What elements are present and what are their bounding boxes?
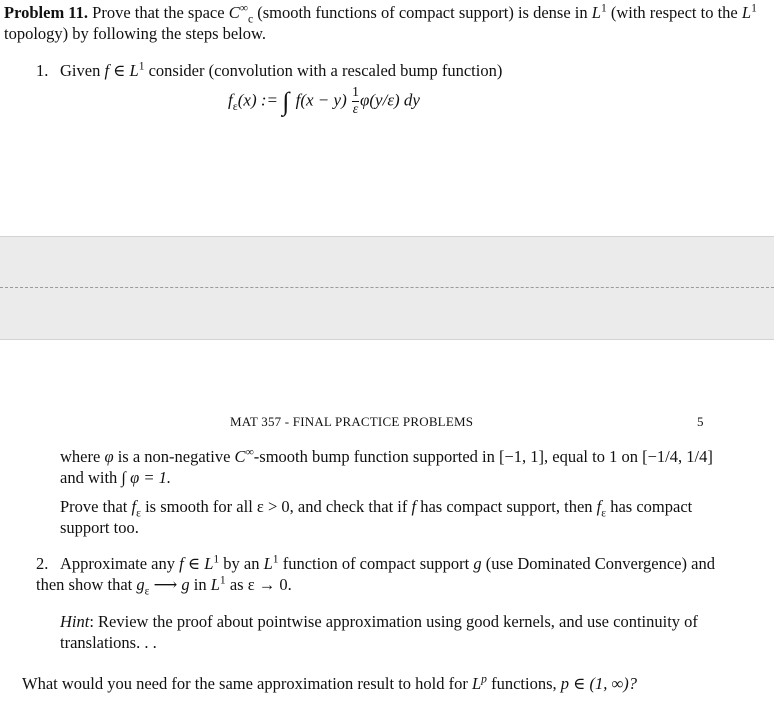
text: What would you need for the same approximation result to hold for xyxy=(22,674,472,693)
math-symbol: L xyxy=(263,554,273,573)
text: has compact support, then xyxy=(416,497,597,516)
math-symbol: L xyxy=(471,674,482,693)
problem-text: (with respect to the xyxy=(606,3,742,22)
problem-label: Problem 11. xyxy=(4,3,89,22)
paragraph-prove xyxy=(60,496,720,538)
math-sup: 1 xyxy=(138,60,145,73)
math-symbol: g xyxy=(181,575,190,594)
math-sup: 1 xyxy=(219,574,226,587)
fraction-denominator: ε xyxy=(352,102,359,117)
text: by an xyxy=(219,554,264,573)
math-sub: ε xyxy=(232,98,238,113)
text: has compact support too. xyxy=(60,497,693,537)
math-sup: p xyxy=(481,673,487,686)
list-item-2 xyxy=(36,553,716,598)
item-text: consider (convolution with a rescaled bump function) xyxy=(144,61,503,80)
math-symbol: C xyxy=(234,447,246,466)
math-expression: f ∈ L xyxy=(179,554,214,573)
math-sub: ε xyxy=(601,507,607,520)
text: as ε → 0. xyxy=(225,575,292,594)
math-expression: f(x − y) xyxy=(295,90,347,110)
hint-paragraph xyxy=(60,611,720,653)
paragraph-where xyxy=(60,446,720,488)
math-expression: φ(y/ε) dy xyxy=(359,90,420,110)
text: -smooth bump function supported in [−1, 1], equal to 1 on [−1/4, 1/4] and with xyxy=(60,447,713,487)
page-break-line xyxy=(0,287,774,288)
problem-text: Prove that the space xyxy=(92,3,229,22)
hint-label: Hint xyxy=(60,612,90,631)
math-sub: c xyxy=(247,13,254,26)
item-text: Given xyxy=(60,61,105,80)
text: Prove that xyxy=(60,497,132,516)
problem-statement xyxy=(4,2,770,44)
math-symbol: φ xyxy=(104,447,114,466)
fraction-numerator: 1 xyxy=(351,85,359,100)
math-expression: f ∈ L xyxy=(104,61,139,80)
item-number: 2. xyxy=(36,554,49,573)
math-symbol: f xyxy=(228,90,233,110)
math-symbol: f xyxy=(131,497,137,516)
math-sup: ∞ xyxy=(245,446,254,459)
math-sup: 1 xyxy=(751,2,757,15)
math-sub: ε xyxy=(144,585,150,598)
text: (use Dominated Convergence) and then show that xyxy=(36,554,715,594)
text: where xyxy=(60,447,105,466)
math-expression: ∫ φ = 1. xyxy=(121,468,171,487)
text: in xyxy=(189,575,211,594)
fraction xyxy=(352,86,359,117)
integral-sign: ∫ xyxy=(282,87,290,117)
convolution-formula xyxy=(228,86,420,117)
math-symbol: L xyxy=(210,575,220,594)
math-symbol: L xyxy=(591,3,601,22)
math-symbol: L xyxy=(741,3,752,22)
problem-text: topology) by following the steps below. xyxy=(4,24,266,43)
math-symbol: C xyxy=(228,3,240,22)
running-header: MAT 357 - FINAL PRACTICE PROBLEMS xyxy=(230,414,474,429)
math-symbol: f xyxy=(411,497,417,516)
math-sup: 1 xyxy=(272,553,279,566)
item-number: 1. xyxy=(36,61,49,80)
final-question xyxy=(22,673,762,694)
math-symbol: g xyxy=(136,575,145,594)
math-symbol: f xyxy=(596,497,602,516)
math-sub: ε xyxy=(136,507,141,520)
problem-text: (smooth functions of compact support) is dense in xyxy=(253,3,592,22)
math-sup: 1 xyxy=(213,553,220,566)
list-item-1 xyxy=(36,60,756,81)
page-break-gap xyxy=(0,236,774,340)
math-expression: (x) := xyxy=(237,90,278,110)
math-symbol: g xyxy=(473,554,482,573)
text: ⟶ xyxy=(149,575,182,594)
text: function of compact support xyxy=(278,554,474,573)
math-expression: p ∈ (1, ∞)? xyxy=(560,674,637,693)
math-sup: ∞ xyxy=(239,2,248,15)
text: Approximate any xyxy=(60,554,180,573)
hint-text: : Review the proof about pointwise approximation using good kernels, and use continuity of translations. . . xyxy=(60,612,698,652)
text: is a non-negative xyxy=(113,447,235,466)
page-number: 5 xyxy=(697,414,704,429)
text: functions, xyxy=(486,674,561,693)
math-sup: 1 xyxy=(600,2,607,15)
text: is smooth for all ε > 0, and check that if xyxy=(140,497,412,516)
